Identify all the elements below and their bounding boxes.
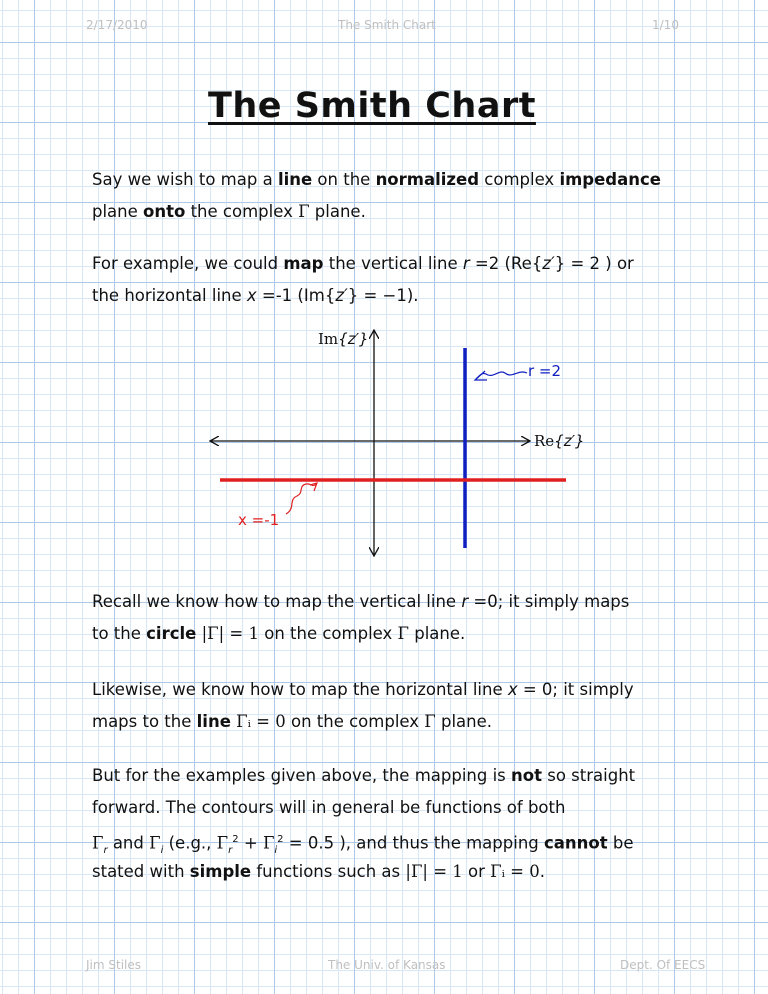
header-date: 2/17/2010 [86, 18, 148, 32]
paragraph-line: $\Gamma_r$ and $\Gamma_i$ (e.g., $\Gamma_r^2 + \Gamma_i^2 = 0.5$ ), and thus the mapping cannot be [92, 833, 634, 856]
real-axis-label: Re{z′} [534, 432, 585, 450]
paragraph-line: the horizontal line x =-1 (Im{z′} = −1). [92, 286, 419, 305]
paragraph-5 [92, 760, 712, 888]
paragraph-line: plane onto the complex Γ plane. [92, 202, 366, 221]
paragraph-line: forward. The contours will in general be functions of both [92, 798, 566, 817]
r-label-pointer-arrowhead [475, 371, 487, 380]
page-title: The Smith Chart [208, 86, 536, 126]
paragraph-line: stated with simple functions such as |Γ| = 1 or Γᵢ = 0. [92, 862, 545, 881]
paragraph-line: Recall we know how to map the vertical line r =0; it simply maps [92, 592, 630, 611]
r-label-pointer-squiggle [476, 372, 527, 379]
imaginary-axis-label: Im{z′} [318, 330, 369, 348]
header-page-number: 1/10 [652, 18, 679, 32]
paragraph-3 [92, 586, 712, 650]
paragraph-line: Say we wish to map a line on the normalized complex impedance [92, 170, 661, 189]
paragraph-4 [92, 674, 712, 738]
footer-author: Jim Stiles [86, 958, 142, 972]
paragraph-line: For example, we could map the vertical line r =2 (Re{z′} = 2 ) or [92, 254, 634, 273]
r-equals-2-label: r =2 [528, 362, 562, 380]
x-label-pointer-squiggle [286, 484, 316, 514]
x-equals-minus1-label: x =-1 [238, 511, 280, 529]
x-label-pointer-arrowhead [310, 483, 317, 491]
paragraph-line: to the circle |Γ| = 1 on the complex Γ plane. [92, 624, 466, 643]
paragraph-line: Likewise, we know how to map the horizontal line x = 0; it simply [92, 680, 634, 699]
paragraph-line: But for the examples given above, the mapping is not so straight [92, 766, 636, 785]
footer-department: Dept. Of EECS [620, 958, 706, 972]
paragraph-line: maps to the line Γᵢ = 0 on the complex Γ plane. [92, 712, 493, 731]
header-title: The Smith Chart [338, 18, 436, 32]
footer-institution: The Univ. of Kansas [328, 958, 446, 972]
